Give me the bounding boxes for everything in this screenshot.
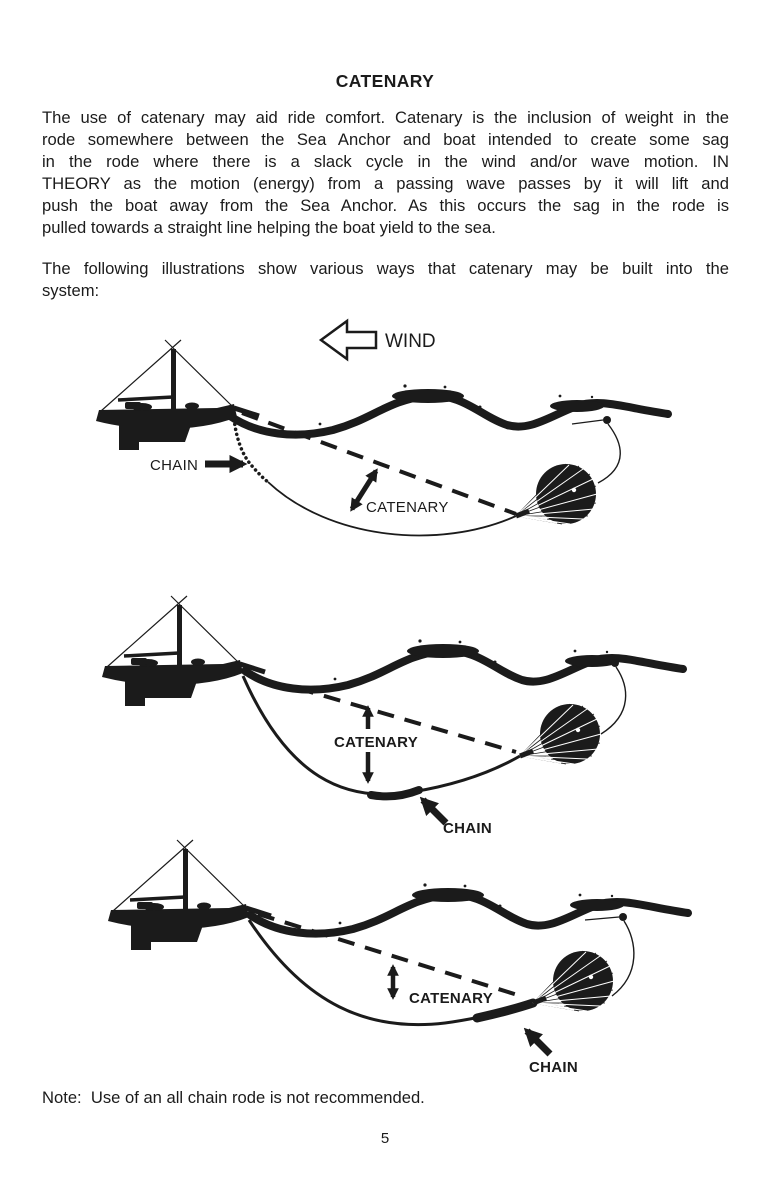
- wind-arrow-icon: [321, 321, 376, 359]
- paragraph-line: pulled towards a straight line helping the boat yield to the sea.: [42, 218, 496, 237]
- sailboat: [96, 340, 259, 450]
- paragraph-line: The use of catenary may aid ride comfort. Catenary is the inclusion of weight in the: [42, 108, 729, 127]
- chain-pointer-arrow: [527, 1031, 550, 1054]
- sea-anchor: [516, 464, 597, 524]
- waves: [230, 384, 668, 434]
- chain-label: CHAIN: [150, 457, 199, 474]
- illustration-chain-at-boat: [96, 340, 668, 535]
- paragraph-line: push the boat away from the Sea Anchor. As this occurs the sag in the rode is: [42, 196, 729, 215]
- sailboat: [108, 840, 271, 950]
- page-title: CATENARY: [335, 71, 435, 91]
- sea-anchor: [533, 951, 614, 1011]
- illustration-chain-at-anchor: [108, 840, 688, 1076]
- chain-label: CHAIN: [443, 820, 492, 837]
- sailboat: [102, 596, 265, 706]
- illustration-chain-at-middle: [102, 596, 683, 837]
- sea-anchor: [520, 704, 601, 764]
- paragraph-line: THEORY as the motion (energy) from a passing wave passes by it will lift and: [42, 174, 729, 193]
- paragraph-line: system:: [42, 281, 100, 300]
- float: [603, 416, 611, 424]
- page-number: 5: [380, 1130, 390, 1147]
- catenary-label: CATENARY: [409, 990, 494, 1007]
- wind-label: WIND: [385, 331, 436, 352]
- note-text: Note: Use of an all chain rode is not recommended.: [42, 1088, 425, 1107]
- chain-label: CHAIN: [529, 1059, 578, 1076]
- paragraph-line: The following illustrations show various ways that catenary may be built into the: [42, 259, 729, 278]
- float: [619, 913, 627, 921]
- chain-links: [371, 790, 419, 796]
- wind-arrow: [321, 321, 436, 359]
- paragraph-line: rode somewhere between the Sea Anchor and boat intended to create some sag: [42, 130, 729, 149]
- catenary-label: CATENARY: [366, 499, 449, 516]
- catenary-label: CATENARY: [334, 734, 419, 751]
- float: [611, 659, 619, 667]
- waves: [250, 883, 688, 933]
- paragraph-line: in the rode where there is a slack cycle in the wind and/or wave motion. IN: [42, 152, 729, 171]
